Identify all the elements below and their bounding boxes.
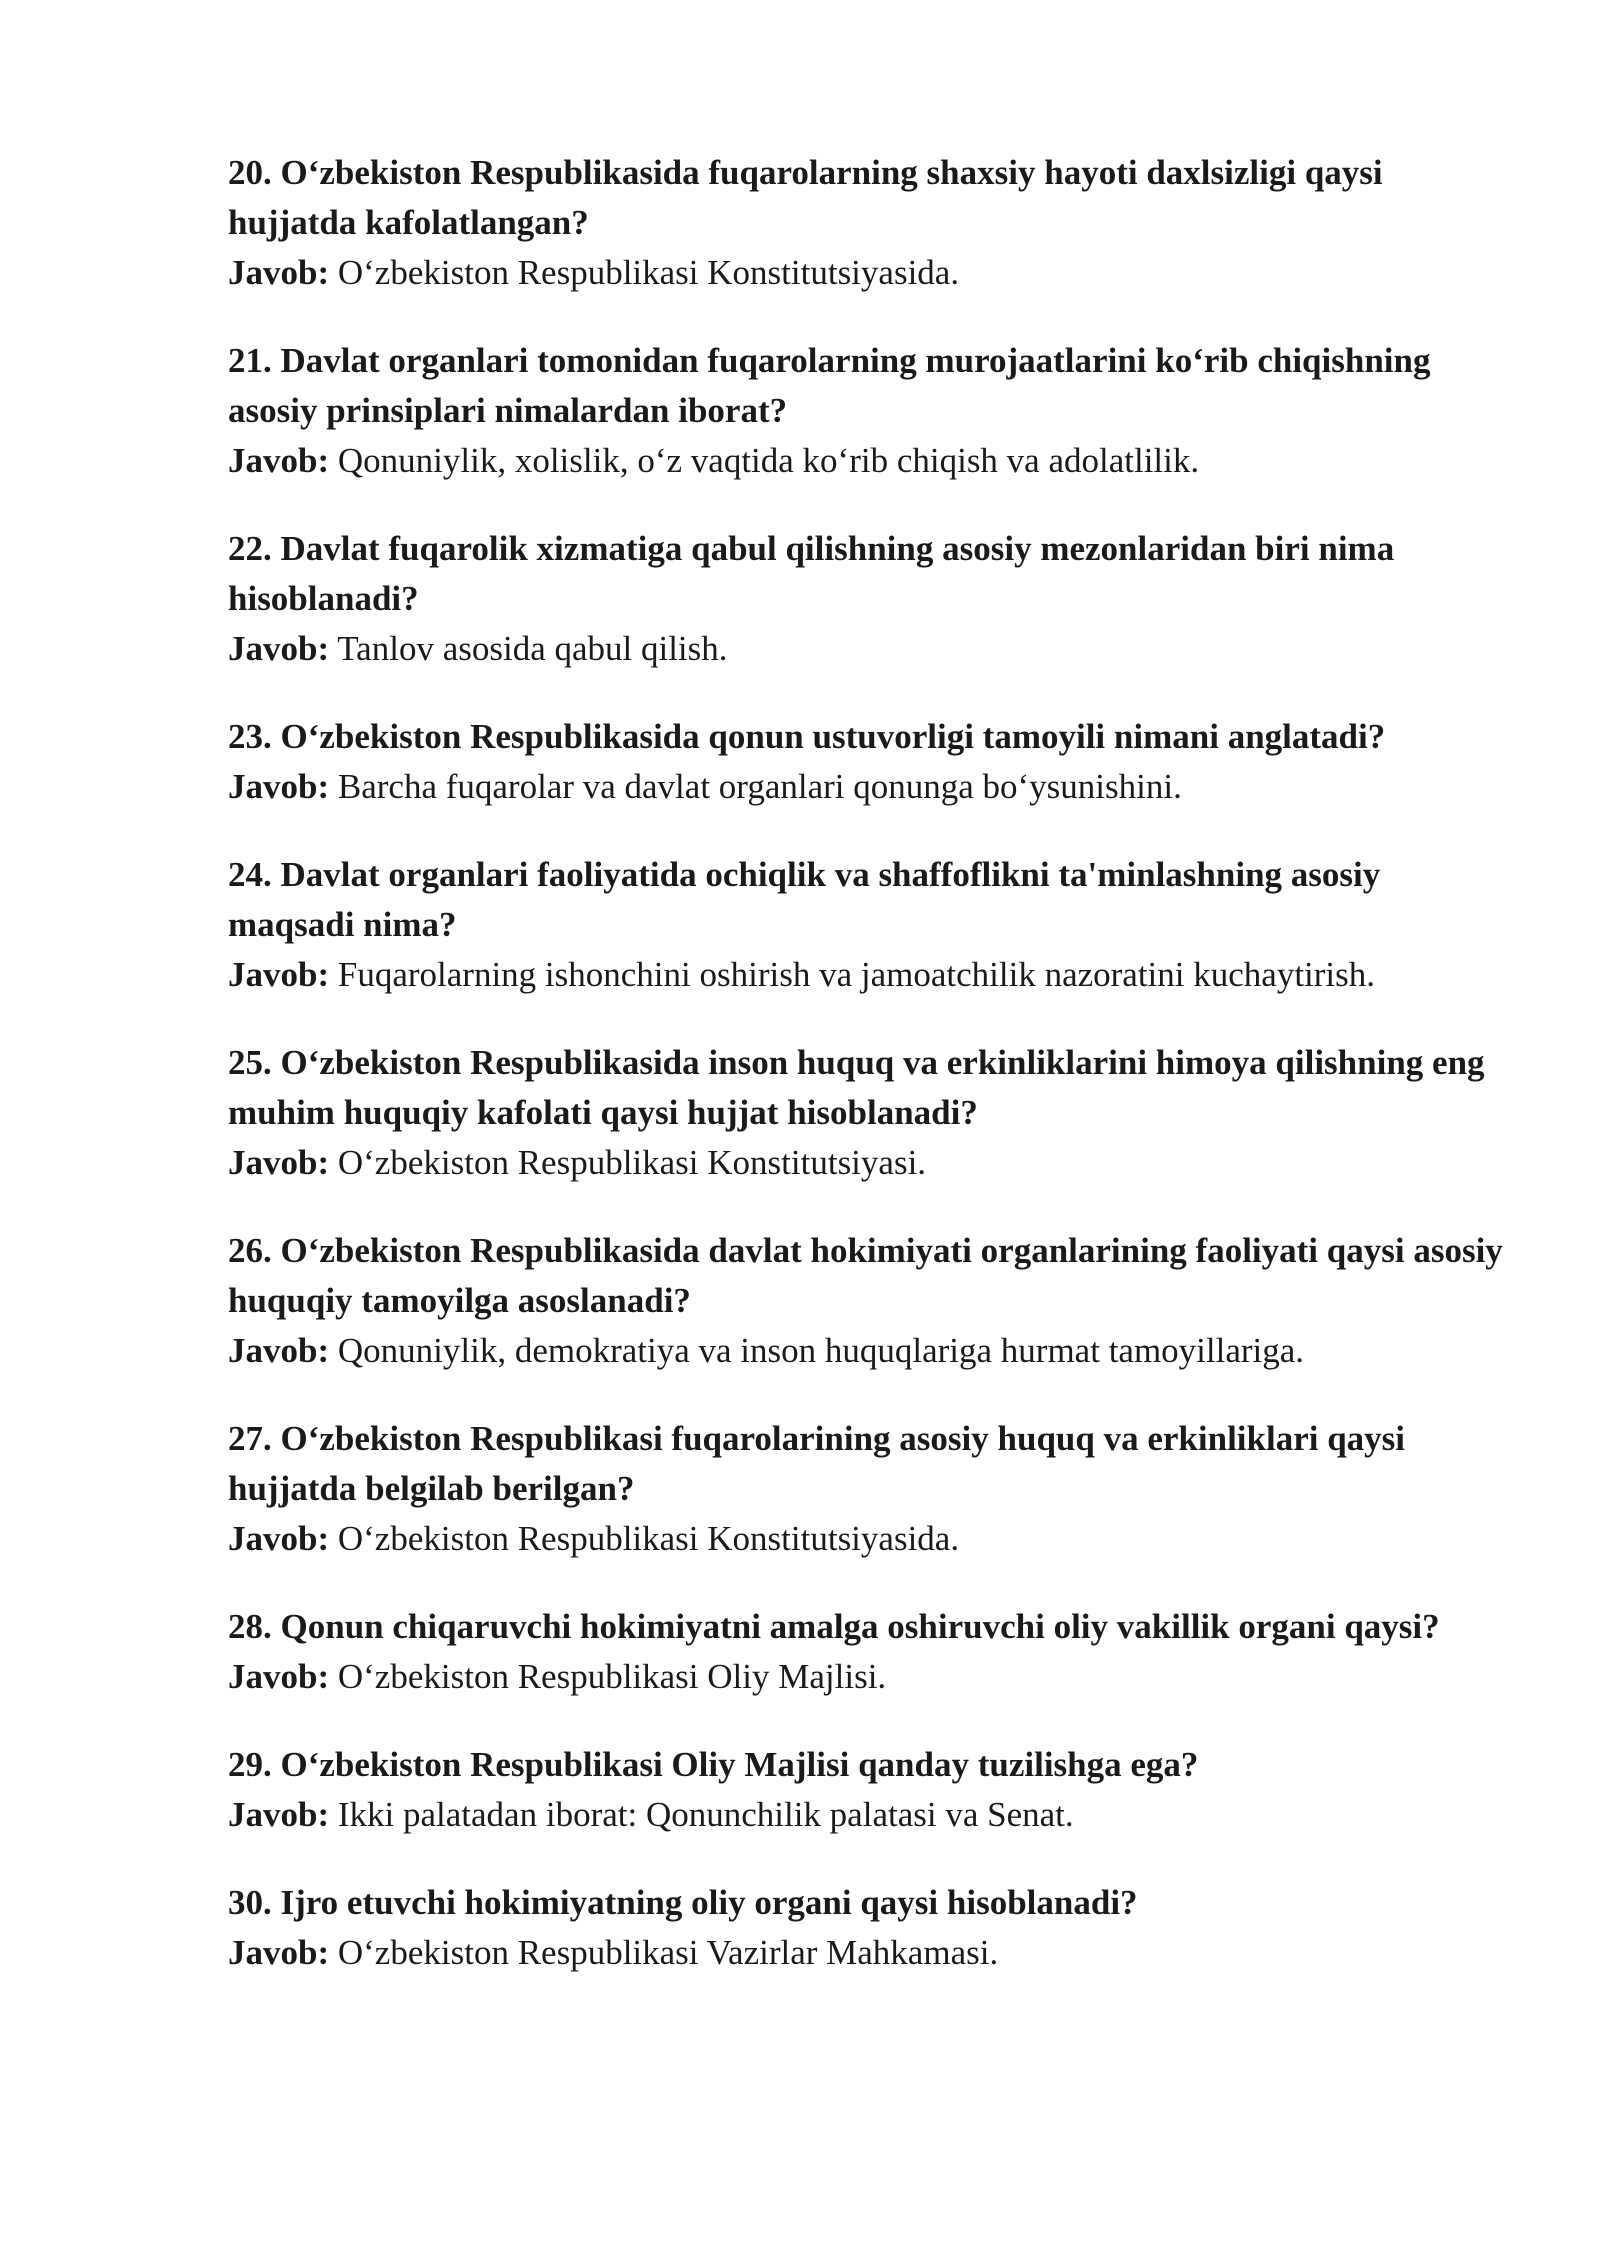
answer-line <box>228 436 1508 486</box>
answer-line <box>228 624 1508 674</box>
answer-label: Javob: <box>228 1795 330 1834</box>
question-text: 30. Ijro etuvchi hokimiyatning oliy organi qaysi hisoblanadi? <box>228 1883 1138 1922</box>
qa-item-26 <box>228 1226 1508 1376</box>
answer-text: Qonuniylik, demokratiya va inson huquqlariga hurmat tamoyillariga. <box>337 1331 1305 1370</box>
answer-label: Javob: <box>228 1519 330 1558</box>
answer-line <box>228 248 1508 298</box>
answer-label: Javob: <box>228 767 330 806</box>
question-text: 24. Davlat organlari faoliyatida ochiqlik va shaffoflikni ta'minlashning asosiy maqsadi nima? <box>228 855 1381 944</box>
answer-text: O‘zbekiston Respublikasi Konstitutsiyasi. <box>337 1143 927 1182</box>
answer-line <box>228 1326 1508 1376</box>
qa-item-25 <box>228 1038 1508 1188</box>
answer-text: O‘zbekiston Respublikasi Konstitutsiyasida. <box>337 253 960 292</box>
answer-text: Ikki palatadan iborat: Qonunchilik palatasi va Senat. <box>337 1795 1074 1834</box>
question-text: 26. O‘zbekiston Respublikasida davlat hokimiyati organlarining faoliyati qaysi asosiy huquqiy tamoyilga asoslanadi? <box>228 1231 1503 1320</box>
answer-label: Javob: <box>228 441 330 480</box>
qa-item-23 <box>228 712 1508 812</box>
answer-line <box>228 762 1508 812</box>
question-text: 29. O‘zbekiston Respublikasi Oliy Majlisi qanday tuzilishga ega? <box>228 1745 1199 1784</box>
answer-text: O‘zbekiston Respublikasi Konstitutsiyasida. <box>337 1519 960 1558</box>
qa-item-21 <box>228 336 1508 486</box>
qa-item-30 <box>228 1878 1508 1978</box>
answer-label: Javob: <box>228 1657 330 1696</box>
question-text: 20. O‘zbekiston Respublikasida fuqarolarning shaxsiy hayoti daxlsizligi qaysi hujjatda kafolatlangan? <box>228 153 1383 242</box>
question-text: 28. Qonun chiqaruvchi hokimiyatni amalga oshiruvchi oliy vakillik organi qaysi? <box>228 1607 1440 1646</box>
answer-label: Javob: <box>228 1331 330 1370</box>
answer-line <box>228 1790 1508 1840</box>
document-page <box>228 148 1508 2016</box>
qa-item-20 <box>228 148 1508 298</box>
answer-text: O‘zbekiston Respublikasi Oliy Majlisi. <box>337 1657 887 1696</box>
qa-item-22 <box>228 524 1508 674</box>
answer-label: Javob: <box>228 955 330 994</box>
answer-text: Qonuniylik, xolislik, o‘z vaqtida ko‘rib chiqish va adolatlilik. <box>337 441 1200 480</box>
answer-text: O‘zbekiston Respublikasi Vazirlar Mahkamasi. <box>337 1933 999 1972</box>
answer-line <box>228 1928 1508 1978</box>
answer-line <box>228 1514 1508 1564</box>
answer-text: Barcha fuqarolar va davlat organlari qonunga bo‘ysunishini. <box>337 767 1182 806</box>
answer-line <box>228 1652 1508 1702</box>
question-text: 21. Davlat organlari tomonidan fuqarolarning murojaatlarini ko‘rib chiqishning asosiy prinsiplari nimalardan iborat? <box>228 341 1431 430</box>
qa-item-28 <box>228 1602 1508 1702</box>
qa-item-27 <box>228 1414 1508 1564</box>
answer-text: Tanlov asosida qabul qilish. <box>337 629 728 668</box>
question-text: 25. O‘zbekiston Respublikasida inson huquq va erkinliklarini himoya qilishning eng muhim huquqiy kafolati qaysi hujjat hisoblanadi? <box>228 1043 1485 1132</box>
answer-label: Javob: <box>228 1143 330 1182</box>
question-text: 27. O‘zbekiston Respublikasi fuqarolarining asosiy huquq va erkinliklari qaysi hujjatda belgilab berilgan? <box>228 1419 1406 1508</box>
answer-text: Fuqarolarning ishonchini oshirish va jamoatchilik nazoratini kuchaytirish. <box>337 955 1376 994</box>
qa-item-29 <box>228 1740 1508 1840</box>
question-text: 22. Davlat fuqarolik xizmatiga qabul qilishning asosiy mezonlaridan biri nima hisoblanadi? <box>228 529 1395 618</box>
answer-label: Javob: <box>228 629 330 668</box>
answer-label: Javob: <box>228 1933 330 1972</box>
answer-label: Javob: <box>228 253 330 292</box>
qa-item-24 <box>228 850 1508 1000</box>
answer-line <box>228 1138 1508 1188</box>
answer-line <box>228 950 1508 1000</box>
question-text: 23. O‘zbekiston Respublikasida qonun ustuvorligi tamoyili nimani anglatadi? <box>228 717 1386 756</box>
